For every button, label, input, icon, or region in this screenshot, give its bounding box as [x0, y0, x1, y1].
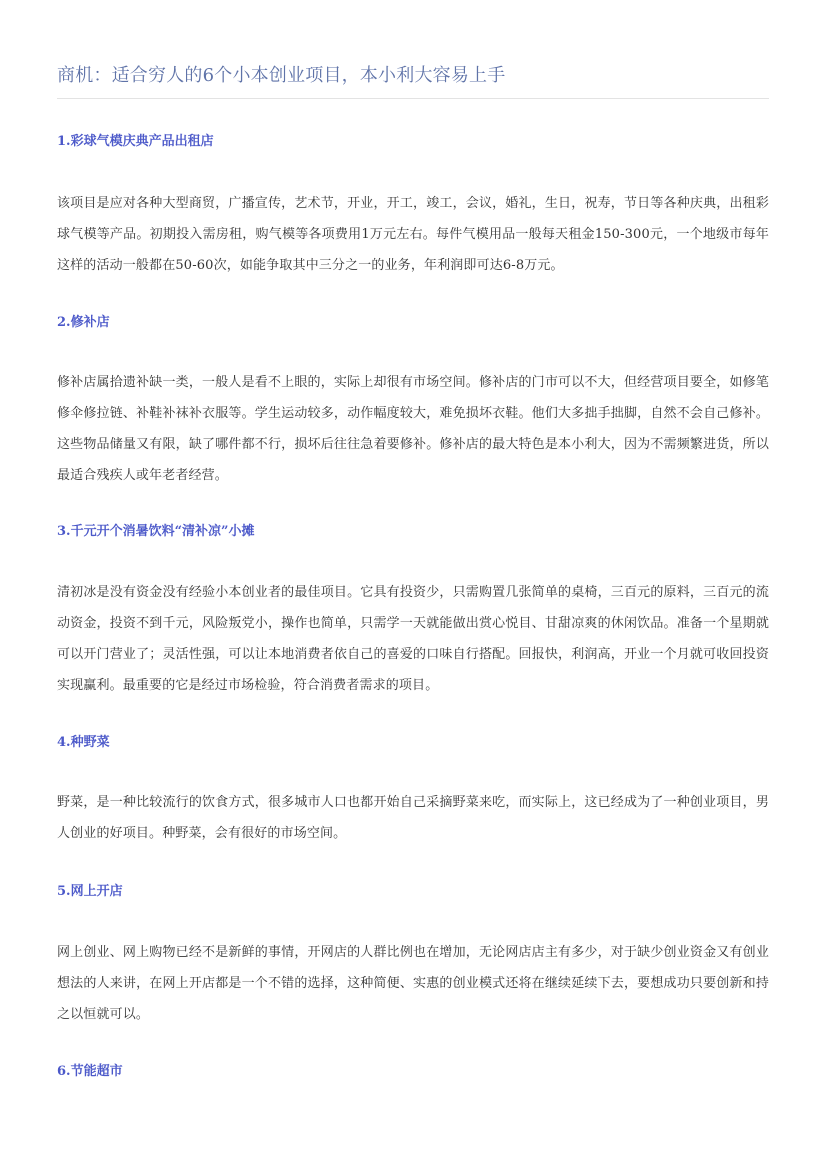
- section-heading-4: 4.种野菜: [57, 735, 110, 750]
- section-heading-6: 6.节能超市: [57, 1064, 123, 1079]
- section-heading-1: 1.彩球气模庆典产品出租店: [57, 134, 214, 149]
- section-heading-3: 3.千元开个消暑饮料“清补凉”小摊: [57, 524, 255, 539]
- section-body-3: 清初冰是没有资金没有经验小本创业者的最佳项目。它具有投资少，只需购置几张简单的桌椅，三百元的原料，三百元的流动资金，投资不到千元，风险叛党小，操作也简单，只需学一天就能做出赏心悦目、甘甜凉爽的休闲饮品。准备一个星期就可以开门营业了；灵活性强，可以让本地消费者依自己的喜爱的口味自行搭配。回报快，利润高，开业一个月就可收回投资实现赢利。最重要的它是经过市场检验，符合消费者需求的项目。: [57, 585, 769, 693]
- title-divider: [57, 98, 769, 99]
- section-body-2: 修补店属拾遗补缺一类，一般人是看不上眼的，实际上却很有市场空间。修补店的门市可以不大，但经营项目要全，如修笔修伞修拉链、补鞋补袜补衣服等。学生运动较多，动作幅度较大，难免损坏衣鞋。他们大多拙手拙脚，自然不会自己修补。这些物品储量又有限，缺了哪件都不行，损坏后往往急着要修补。修补店的最大特色是本小利大，因为不需频繁进货，所以最适合残疾人或年老者经营。: [57, 375, 769, 483]
- section-body-1: 该项目是应对各种大型商贸，广播宣传，艺术节，开业，开工，竣工，会议，婚礼，生日，祝寿，节日等各种庆典，出租彩球气模等产品。初期投入需房租，购气模等各项费用1万元左右。每件气模用品一般每天租金150-300元，一个地级市每年这样的活动一般都在50-60次，如能争取其中三分之一的业务，年利润即可达6-8万元。: [57, 196, 769, 273]
- section-body-5: 网上创业、网上购物已经不是新鲜的事情，开网店的人群比例也在增加，无论网店店主有多少，对于缺少创业资金又有创业想法的人来讲，在网上开店都是一个不错的选择，这种简便、实惠的创业模式还将在继续延续下去，要想成功只要创新和持之以恒就可以。: [57, 945, 769, 1022]
- article-title: 商机：适合穷人的6个小本创业项目，本小利大容易上手: [57, 65, 506, 86]
- article: [57, 0, 769, 1169]
- section-body-4: 野菜，是一种比较流行的饮食方式，很多城市人口也都开始自己采摘野菜来吃，而实际上，这已经成为了一种创业项目，男人创业的好项目。种野菜，会有很好的市场空间。: [57, 795, 769, 841]
- section-heading-2: 2.修补店: [57, 315, 110, 330]
- section-heading-5: 5.网上开店: [57, 884, 123, 899]
